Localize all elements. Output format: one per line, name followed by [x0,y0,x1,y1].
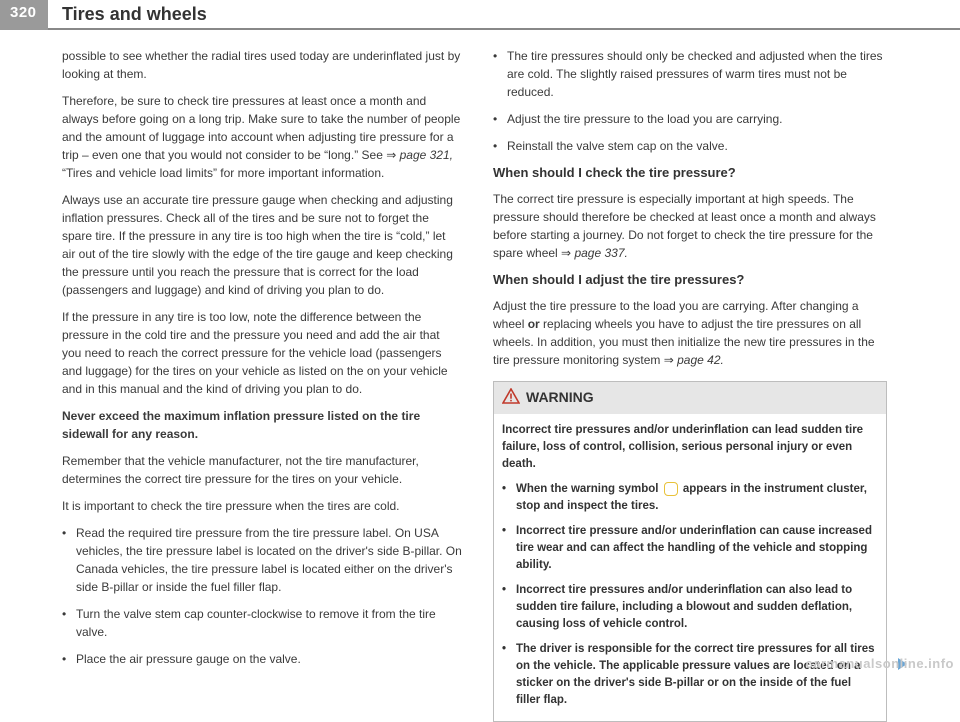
paragraph: possible to see whether the radial tires used today are underinflated just by looking at them. [62,49,461,81]
bullet-item: • Place the air pressure gauge on the valve. [62,650,462,668]
bullet-item: • Adjust the tire pressure to the load you are carrying. [493,110,885,128]
warning-title: WARNING [526,389,594,405]
right-column [493,47,885,722]
warning-triangle-icon [502,388,520,408]
warning-item: • When the warning symbol appears in the instrument cluster, stop and inspect the tires. [502,481,878,515]
warning-intro: Incorrect tire pressures and/or underinflation can lead sudden tire failure, loss of control, collision, serious personal injury or even death. [502,424,864,471]
paragraph: The correct tire pressure is especially important at high speeds. The pressure should therefore be checked at least once a month and always before starting a journey. Do not forget to check the tire pressure for the spare wheel ⇒ page 337. [493,192,876,260]
subheading-adjust: When should I adjust the tire pressures? [493,272,745,287]
tire-pressure-warning-icon [664,482,678,496]
section-title: Tires and wheels [62,4,207,24]
page-reference-link[interactable]: page 42. [677,353,724,367]
paragraph: If the pressure in any tire is too low, note the difference between the pressure in the cold tire and the pressure you need and add the air that you need to reach the correct pressure for the vehicle load (passengers and luggage) for the tires on your vehicle as listed on the on your vehicle and in this manual and the kind of driving you plan to do. [62,310,448,396]
warning-body [494,414,886,721]
warning-item: • The driver is responsible for the correct tire pressures for all tires on the vehicle. The applicable pressure values are located on a sticker on the driver's side B-pillar or on the inside of the fuel filler flap. [502,641,878,709]
paragraph: Remember that the vehicle manufacturer, not the tire manufacturer, determines the correct tire pressure for the tires on your vehicle. [62,454,419,486]
header-rule [48,28,960,30]
paragraph: Adjust the tire pressure to the load you are carrying. After changing a wheel or replacing wheels you have to adjust the tire pressures on all wheels. In addition, you must then initialize the new tire pressures in the tire pressure monitoring system ⇒ page 42. [493,299,875,367]
warning-item: • Incorrect tire pressure and/or underinflation can cause increased tire wear and can affect the handling of the vehicle and stopping ability. [502,523,878,574]
bold-note: Never exceed the maximum inflation pressure listed on the tire sidewall for any reason. [62,409,421,441]
left-column [62,47,462,677]
warning-header [494,382,886,414]
bullet-item: • The tire pressures should only be checked and adjusted when the tires are cold. The slightly raised pressures of warm tires must not be reduced. [493,47,885,101]
paragraph: Always use an accurate tire pressure gauge when checking and adjusting inflation pressures. Check all of the tires and be sure not to forget the spare tire. If the pressure in any tire is too high when the tire is “cold,” let air out of the tire slowly with the edge of the tire gauge and keep checking the pressure until you reach the pressure that is correct for the load (passengers and luggage) and kind of driving you plan to do. [62,193,453,297]
bullet-item: • Turn the valve stem cap counter-clockwise to remove it from the tire valve. [62,605,462,641]
page-reference-link[interactable]: page 321, [399,148,453,162]
page-reference-link[interactable]: page 337. [574,246,628,260]
page-number: 320 [10,4,37,21]
subheading-check: When should I check the tire pressure? [493,165,736,180]
watermark: carmanualsonline.info [805,656,954,671]
bullet-item: • Read the required tire pressure from the tire pressure label. On USA vehicles, the tire pressure label is located on the driver's side B-pillar. On Canada vehicles, the tire pressure label is located either on the driver's side B-pillar or inside the fuel filler flap. [62,524,462,596]
page-number-badge [0,0,48,30]
warning-item: • Incorrect tire pressures and/or underinflation can also lead to sudden tire failure, including a blowout and sudden deflation, causing loss of vehicle control. [502,582,878,633]
bullet-item: • Reinstall the valve stem cap on the valve. [493,137,885,155]
paragraph: Therefore, be sure to check tire pressures at least once a month and always before going on a long trip. Make sure to take the number of people and the amount of luggage into account when adjusting tire pressure for a trip – even one that you would not consider to be “long.” See ⇒ page 321, “Tires and vehicle load limits” for more important information. [62,94,461,180]
paragraph: It is important to check the tire pressure when the tires are cold. [62,499,400,513]
